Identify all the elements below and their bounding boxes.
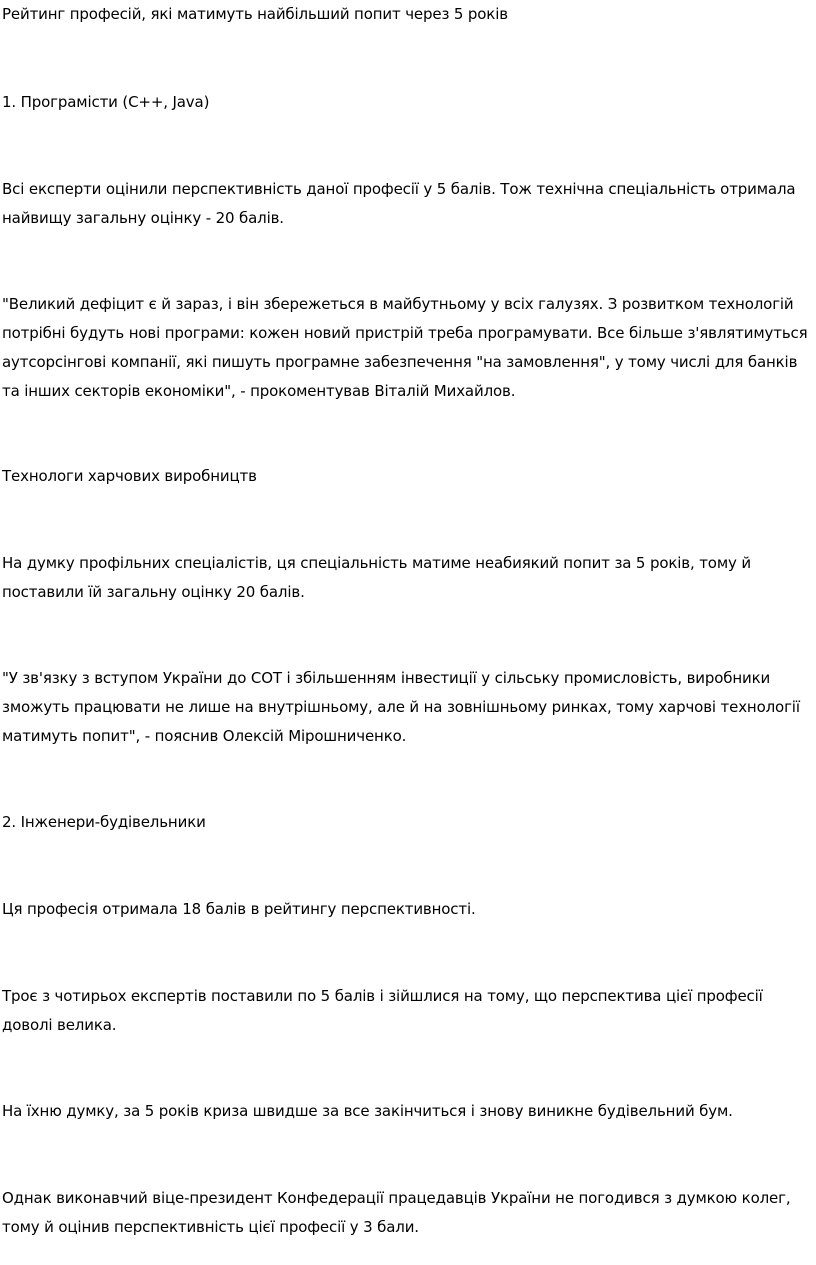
section-heading-civil-engineers: 2. Інженери-будівельники	[2, 813, 206, 831]
paragraph-civil-engineers-experts: Троє з чотирьох експертів поставили по 5 балів і зійшлися на тому, що перспектива цієї професії доволі велика.	[2, 987, 763, 1034]
paragraph-food-technologists-score: На думку профільних спеціалістів, ця спеціальність матиме неабиякий попит за 5 років, тому й поставили їй загальну оцінку 20 балів.	[2, 554, 751, 601]
section-heading-programmers: 1. Програмісти (С++, Java)	[2, 93, 210, 111]
document-title: Рейтинг професій, які матимуть найбільший попит через 5 років	[2, 5, 508, 23]
paragraph-programmers-quote: "Великий дефіцит є й зараз, і він збережеться в майбутньому у всіх галузях. З розвитком технологій потрібні будуть нові програми: кожен новий пристрій треба програмувати. Все більше з'являтимуться аутсорсінгові компанії, які пишуть програмне забезпечення "на замовлення", у тому числі для банків та інших секторів економіки", - прокоментував Віталій Михайлов.	[2, 295, 808, 400]
paragraph-civil-engineers-disagreement: Однак виконавчий віце-президент Конфедерації працедавців України не погодився з думкою колег, тому й оцінив перспективність цієї професії у 3 бали.	[2, 1189, 791, 1236]
paragraph-programmers-score: Всі експерти оцінили перспективність даної професії у 5 балів. Тож технічна спеціальність отримала найвищу загальну оцінку - 20 балів.	[2, 180, 796, 227]
paragraph-food-technologists-quote: "У зв'язку з вступом України до СОТ і збільшенням інвестиції у сільську промисловість, виробники зможуть працювати не лише на внутрішньому, але й на зовнішньому ринках, тому харчові технології матимуть попит", - пояснив Олексій Мірошниченко.	[2, 669, 800, 745]
paragraph-civil-engineers-crisis: На їхню думку, за 5 років криза швидше за все закінчиться і знову виникне будівельний бум.	[2, 1102, 733, 1120]
section-heading-food-technologists: Технологи харчових виробництв	[2, 467, 257, 485]
paragraph-civil-engineers-score: Ця професія отримала 18 балів в рейтингу перспективності.	[2, 900, 476, 918]
